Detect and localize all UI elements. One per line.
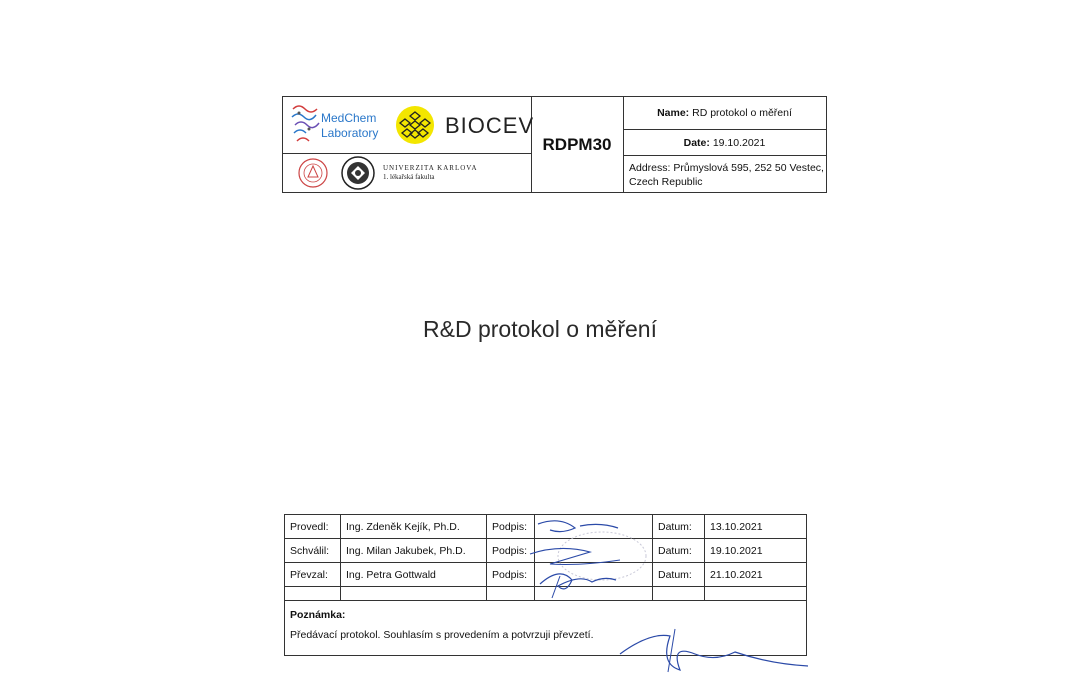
signature-table	[284, 514, 807, 656]
datum-label: Datum:	[653, 515, 705, 539]
datum-label: Datum:	[653, 563, 705, 587]
podpis-label: Podpis:	[487, 515, 535, 539]
address-value-line2: Czech Republic	[629, 176, 703, 188]
faculty-name-text: 1. lékařská fakulta	[383, 173, 435, 181]
document-header-table	[282, 96, 827, 193]
medchem-text: MedChem	[321, 111, 377, 125]
date-cell: 19.10.2021	[705, 539, 807, 563]
address-value-line1: Průmyslová 595, 252 50 Vestec,	[673, 162, 824, 174]
date-cell: 21.10.2021	[705, 563, 807, 587]
laboratory-text: Laboratory	[321, 126, 379, 140]
podpis-label: Podpis:	[487, 563, 535, 587]
biocev-emblem-icon	[395, 105, 435, 145]
podpis-label: Podpis:	[487, 539, 535, 563]
date-label: Date:	[683, 137, 710, 149]
person-cell: Ing. Zdeněk Kejík, Ph.D.	[341, 515, 487, 539]
person-cell: Ing. Milan Jakubek, Ph.D.	[341, 539, 487, 563]
note-row	[285, 601, 807, 656]
empty-cell	[535, 587, 653, 601]
name-field	[623, 107, 826, 119]
address-field	[629, 161, 824, 189]
role-cell: Provedl:	[285, 515, 341, 539]
empty-row	[285, 587, 807, 601]
university-name-text: UNIVERZITA KARLOVA	[383, 164, 478, 172]
faculty-seal-icon	[297, 157, 329, 189]
name-value: RD protokol o měření	[692, 107, 792, 119]
page-title: R&D protokol o měření	[423, 316, 657, 342]
university-seal-icon	[341, 156, 375, 190]
note-cell	[285, 601, 807, 656]
date-cell: 13.10.2021	[705, 515, 807, 539]
role-cell: Schválil:	[285, 539, 341, 563]
biocev-logo	[395, 101, 535, 149]
note-label: Poznámka:	[290, 609, 346, 621]
empty-cell	[705, 587, 807, 601]
role-cell: Převzal:	[285, 563, 341, 587]
table-row	[285, 515, 807, 539]
signature-cell	[535, 563, 653, 587]
date-field	[623, 137, 826, 149]
medchem-logo	[289, 101, 389, 149]
person-cell: Ing. Petra Gottwald	[341, 563, 487, 587]
name-label: Name:	[657, 107, 690, 119]
signature-cell	[535, 539, 653, 563]
empty-cell	[341, 587, 487, 601]
signature-cell	[535, 515, 653, 539]
note-text: Předávací protokol. Souhlasím s provedením a potvrzuji převzetí.	[290, 629, 594, 641]
datum-label: Datum:	[653, 539, 705, 563]
address-label: Address:	[629, 162, 671, 174]
date-value: 19.10.2021	[712, 137, 766, 149]
document-code: RDPM30	[542, 135, 612, 154]
empty-cell	[653, 587, 705, 601]
molecule-icon	[289, 101, 323, 149]
biocev-text: BIOCEV	[445, 113, 535, 138]
empty-cell	[285, 587, 341, 601]
table-row	[285, 539, 807, 563]
table-row	[285, 563, 807, 587]
empty-cell	[487, 587, 535, 601]
